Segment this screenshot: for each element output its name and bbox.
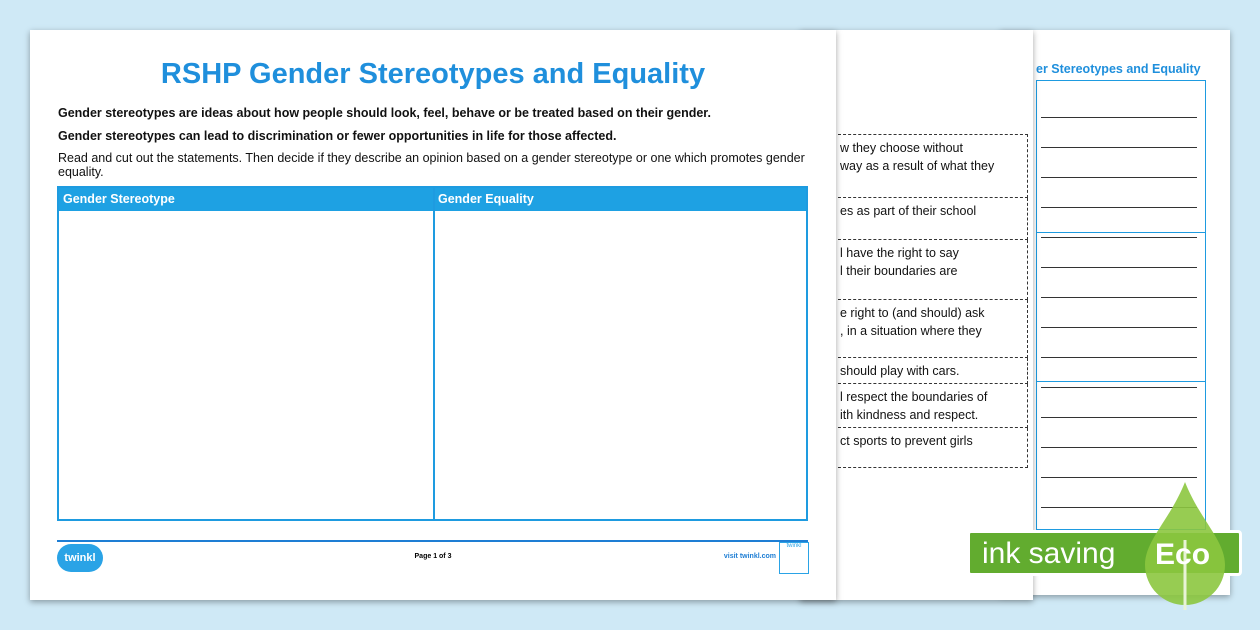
statement-card <box>838 384 1028 428</box>
section-divider <box>1037 381 1205 382</box>
page-1 <box>30 30 836 600</box>
statement-card <box>838 134 1028 198</box>
quality-badge: twinkl <box>779 542 809 574</box>
eco-label: Eco <box>1155 538 1211 571</box>
answer-line <box>1041 147 1197 148</box>
answer-line <box>1041 417 1197 418</box>
eco-badge <box>965 480 1250 620</box>
answer-line <box>1041 267 1197 268</box>
column-header-stereotype: Gender Stereotype <box>59 188 434 211</box>
answer-line <box>1041 447 1197 448</box>
statement-card <box>838 240 1028 300</box>
answer-lines-box <box>1036 80 1206 530</box>
statement-line: ith kindness and respect. <box>840 408 979 422</box>
page-number: Page 1 of 3 <box>414 553 452 560</box>
sort-table <box>57 186 808 521</box>
visit-link[interactable]: visit twinkl.com <box>723 553 776 560</box>
statement-line: l their boundaries are <box>840 264 958 278</box>
statement-card <box>838 358 1028 384</box>
answer-line <box>1041 207 1197 208</box>
intro-1: Gender stereotypes are ideas about how people should look, feel, behave or be treated based on their gender. <box>58 106 711 120</box>
statement-card <box>838 428 1028 468</box>
statement-line: ct sports to prevent girls <box>840 434 973 448</box>
statement-card <box>838 198 1028 240</box>
section-divider <box>1037 232 1205 233</box>
answer-line <box>1041 387 1197 388</box>
answer-line <box>1041 177 1197 178</box>
statement-line: l respect the boundaries of <box>840 390 988 404</box>
ink-saving-label: ink saving <box>982 537 1116 570</box>
answer-line <box>1041 237 1197 238</box>
answer-line <box>1041 117 1197 118</box>
page-title: RSHP Gender Stereotypes and Equality <box>160 58 706 90</box>
statement-line: should play with cars. <box>840 364 960 378</box>
statement-line: e right to (and should) ask <box>840 306 985 320</box>
answer-line <box>1041 357 1197 358</box>
statement-line: , in a situation where they <box>840 324 982 338</box>
instructions: Read and cut out the statements. Then decide if they describe an opinion based on a gender stereotype or one which promotes gender equality. <box>58 151 805 179</box>
answer-line <box>1041 327 1197 328</box>
answer-line <box>1041 297 1197 298</box>
statement-card <box>838 300 1028 358</box>
statement-line: l have the right to say <box>840 246 959 260</box>
intro-2: Gender stereotypes can lead to discrimination or fewer opportunities in life for those affected. <box>58 129 617 143</box>
statement-line: w they choose without <box>840 141 963 155</box>
column-header-equality: Gender Equality <box>434 188 806 211</box>
statement-line: way as a result of what they <box>840 159 995 173</box>
statement-line: es as part of their school <box>840 204 977 218</box>
page-3-title: er Stereotypes and Equality <box>1036 62 1201 76</box>
answer-line <box>1041 477 1197 478</box>
footer-rule <box>57 540 808 542</box>
column-divider <box>433 188 435 519</box>
twinkl-logo: twinkl <box>57 544 103 572</box>
